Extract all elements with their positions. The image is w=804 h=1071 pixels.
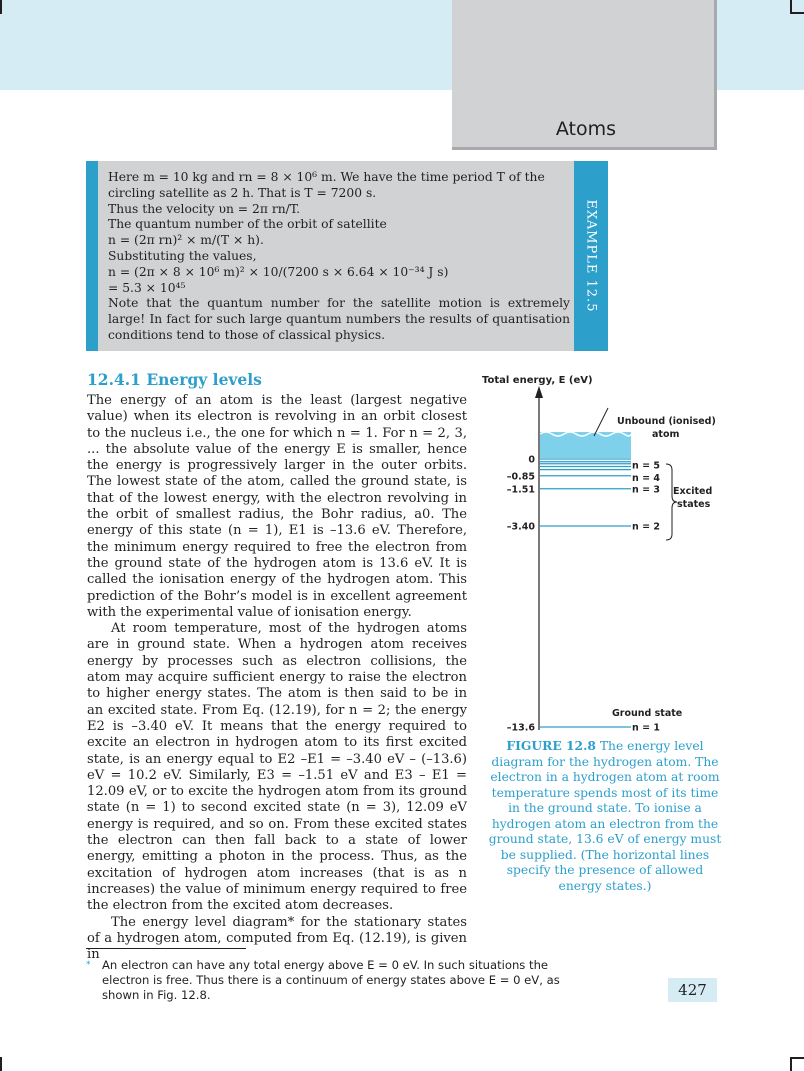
example-line: = 5.3 × 10⁴⁵ <box>108 280 186 295</box>
level-tick-label: –0.85 <box>506 471 535 483</box>
crop-mark <box>790 1057 792 1071</box>
unbound-label: atom <box>652 429 680 440</box>
pointer-line <box>594 408 608 436</box>
chapter-header <box>452 0 717 150</box>
footnote-mark: * <box>86 960 91 970</box>
level-tick-label: –3.40 <box>506 521 535 533</box>
example-note: Note that the quantum number for the satellite motion is extremely large! In fact for such large quantum numbers the results of quantisation conditions tend to those of classical physics. <box>108 296 570 342</box>
level-n-label: n = 2 <box>632 521 660 533</box>
level-tick-label: –1.51 <box>506 484 535 496</box>
example-box <box>86 161 608 351</box>
crop-mark <box>790 1057 804 1059</box>
example-accent-bar <box>86 161 98 351</box>
example-tag <box>574 161 608 351</box>
level-n-label: n = 5 <box>632 460 660 472</box>
example-line: circling satellite as 2 h. That is T = 7200 s. <box>108 185 377 200</box>
ground-label: Ground state <box>612 708 683 719</box>
level-n-label: n = 1 <box>632 722 660 734</box>
section-heading: 12.4.1 Energy levels <box>87 370 262 389</box>
unbound-label: Unbound (ionised) <box>617 416 716 427</box>
level-tick-label: 0 <box>528 454 535 466</box>
level-n-label: n = 3 <box>632 484 660 496</box>
chapter-title: Atoms <box>555 118 616 140</box>
example-tag-label: EXAMPLE 12.5 <box>583 199 599 313</box>
energy-levels <box>507 455 661 734</box>
axis-label: Total energy, E (eV) <box>482 375 593 386</box>
figure-caption <box>486 738 724 894</box>
crop-mark <box>790 12 804 14</box>
level-n-label: n = 4 <box>632 472 660 484</box>
excited-brace <box>666 464 677 540</box>
body-paragraph-2: At room temperature, most of the hydrogen atoms are in ground state. When a hydrogen atom receives energy by processes such as electron collisions, the atom may acquire sufficient energy to raise the electron to higher energy states. The atom is then said to be in an excited state. From Eq. (12.19), for n = 2; the energy E2 is –3.40 eV. It means that the energy required to excite an electron in hydrogen atom to its first excited state, is an energy equal to E2 –E1 = –3.40 eV – (–13.6) eV = 10.2 eV. Similarly, E3 = –1.51 eV and E3 – E1 = 12.09 eV, or to excite the hydrogen atom from its ground state (n = 1) to second excited state (n = 3), 12.09 eV energy is required, and so on. From these excited states the electron can then fall back to a state of lower energy, emitting a photon in the process. Thus, as the excitation of hydrogen atom increases (that is as n increases) the value of minimum energy required to free the electron from the excited atom decreases. <box>87 621 467 914</box>
body-paragraph-3: The energy level diagram* for the stationary states of a hydrogen atom, computed from Eq. (12.19), is given in <box>87 914 467 963</box>
example-line: Here m = 10 kg and rn = 8 × 10⁶ m. We have the time period T of the <box>108 170 545 184</box>
axis-arrowhead <box>535 386 543 398</box>
excited-label: states <box>677 499 711 510</box>
footnote-rule <box>86 948 246 949</box>
figure-caption-label: FIGURE 12.8 <box>506 738 596 753</box>
body-paragraph-1: The energy of an atom is the least (largest negative value) when its electron is revolving in an orbit closest to the nucleus i.e., the one for which n = 1. For n = 2, 3, ... the absolute value of the energy E is smaller, hence the energy is progressively larger in the outer orbits. The lowest state of the atom, called the ground state, is that of the lowest energy, with the electron revolving in the orbit of smallest radius, the Bohr radius, a0. The energy of this state (n = 1), E1 is –13.6 eV. Therefore, the minimum energy required to free the electron from the ground state of the hydrogen atom is 13.6 eV. It is called the ionisation energy of the hydrogen atom. This prediction of the Bohr’s model is in excellent agreement with the experimental value of ionisation energy. <box>87 393 467 620</box>
page-number: 427 <box>668 978 717 1002</box>
example-content <box>98 161 584 351</box>
example-line: Thus the velocity υn = 2π rn/T. <box>108 201 301 216</box>
excited-label: Excited <box>673 486 713 497</box>
figure-caption-text: The energy level diagram for the hydrogen atom. The electron in a hydrogen atom at room temperature spends most of its time in the ground state. To ionise a hydrogen atom an electron from the ground state, 13.6 eV of energy must be supplied. (The horizontal lines specify the presence of allowed energy states.) <box>488 739 722 893</box>
footnote <box>86 958 576 1003</box>
example-line: n = (2π rn)² × m/(T × h). <box>108 233 264 248</box>
example-line: The quantum number of the orbit of satellite <box>108 217 387 232</box>
crop-mark <box>0 0 2 14</box>
footnote-text: An electron can have any total energy above E = 0 eV. In such situations the electron is free. Thus there is a continuum of energy states above E = 0 eV, as shown in Fig. 12.8. <box>102 958 560 1002</box>
energy-level-diagram <box>476 368 736 740</box>
body-text <box>87 393 467 963</box>
crop-mark <box>0 1057 2 1071</box>
example-line: Substituting the values, <box>108 248 257 263</box>
example-line: n = (2π × 8 × 10⁶ m)² × 10/(7200 s × 6.64 × 10⁻³⁴ J s) <box>108 264 449 279</box>
level-tick-label: –13.6 <box>506 722 535 734</box>
